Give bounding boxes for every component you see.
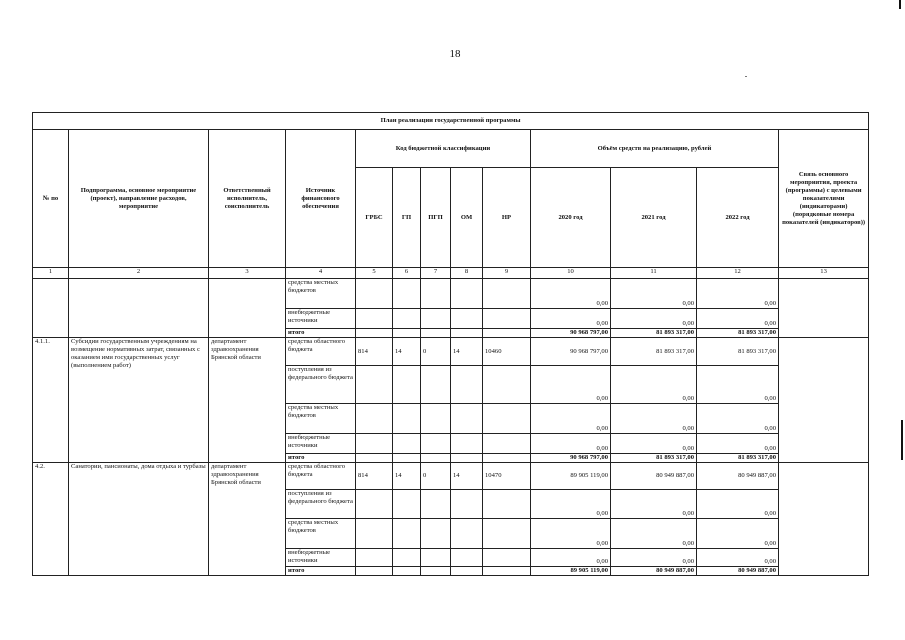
header-2021: 2021 год xyxy=(611,168,697,268)
header-om: ОМ xyxy=(451,168,483,268)
cell-2022: 0,00 xyxy=(697,279,779,309)
cell-gp: 14 xyxy=(393,338,421,366)
cell-2022: 0,00 xyxy=(697,434,779,454)
header-row xyxy=(33,130,869,168)
cell-source: итого xyxy=(286,567,356,576)
cell-item-executor: департамент здравоохранения Брянской области xyxy=(209,338,286,463)
cell-2021: 0,00 xyxy=(611,309,697,329)
column-number: 7 xyxy=(421,268,451,279)
cell-2021: 0,00 xyxy=(611,549,697,567)
cell-2021: 81 893 317,00 xyxy=(611,338,697,366)
page-number: 18 xyxy=(449,48,461,60)
cell-source: средства областного бюджета xyxy=(286,463,356,490)
cell-2021: 0,00 xyxy=(611,434,697,454)
cell-2022: 0,00 xyxy=(697,490,779,519)
cell-empty xyxy=(69,279,209,338)
cell-2020: 0,00 xyxy=(531,490,611,519)
cell-source: внебюджетные источники xyxy=(286,549,356,567)
cell-gp: 14 xyxy=(393,463,421,490)
scan-speck xyxy=(745,76,747,77)
cell-source: средства местных бюджетов xyxy=(286,519,356,549)
column-number: 9 xyxy=(483,268,531,279)
header-executor: Ответственный исполнитель, соисполнитель xyxy=(209,130,286,268)
header-np: НР xyxy=(483,168,531,268)
cell-2020: 0,00 xyxy=(531,309,611,329)
header-2020: 2020 год xyxy=(531,168,611,268)
cell-grbs: 814 xyxy=(356,463,393,490)
cell-2020: 0,00 xyxy=(531,434,611,454)
cell-2021: 81 893 317,00 xyxy=(611,329,697,338)
header-indicator-link: Связь основного мероприятия, проекта (программы) с целевыми показателями (индикаторами) (порядковые номера показателей (индикаторов)) xyxy=(779,130,869,268)
header-budget-codes: Код бюджетной классификации xyxy=(356,130,531,168)
table-title-row xyxy=(33,113,869,130)
cell-source: итого xyxy=(286,329,356,338)
cell-2021: 0,00 xyxy=(611,490,697,519)
cell-2021: 0,00 xyxy=(611,519,697,549)
column-number: 12 xyxy=(697,268,779,279)
header-num: № по xyxy=(33,130,69,268)
cell-om: 14 xyxy=(451,463,483,490)
column-number-row xyxy=(33,268,869,279)
column-number: 11 xyxy=(611,268,697,279)
header-pgp: ПГП xyxy=(421,168,451,268)
column-number: 5 xyxy=(356,268,393,279)
cell-2021: 81 893 317,00 xyxy=(611,454,697,463)
cell-2022: 0,00 xyxy=(697,309,779,329)
cell-empty xyxy=(33,279,69,338)
cell-item-name: Санатории, пансионаты, дома отдыха и турбазы xyxy=(69,463,209,576)
cell-2022: 81 893 317,00 xyxy=(697,338,779,366)
cell-2021: 0,00 xyxy=(611,366,697,404)
cell-grbs: 814 xyxy=(356,338,393,366)
program-plan-table xyxy=(32,112,869,576)
table-row xyxy=(33,279,869,309)
table-row xyxy=(33,463,869,490)
cell-source: поступления из федерального бюджета xyxy=(286,366,356,404)
cell-empty xyxy=(779,279,869,338)
cell-2021: 0,00 xyxy=(611,404,697,434)
cell-2020: 90 968 797,00 xyxy=(531,329,611,338)
cell-2020: 0,00 xyxy=(531,279,611,309)
cell-source: средства местных бюджетов xyxy=(286,279,356,309)
cell-np: 10460 xyxy=(483,338,531,366)
cell-empty xyxy=(779,463,869,576)
column-number: 10 xyxy=(531,268,611,279)
cell-item-number: 4.1.1. xyxy=(33,338,69,463)
header-2022: 2022 год xyxy=(697,168,779,268)
column-number: 2 xyxy=(69,268,209,279)
cell-source: средства областного бюджета xyxy=(286,338,356,366)
cell-item-executor: департамент здравоохранения Брянской области xyxy=(209,463,286,576)
column-number: 8 xyxy=(451,268,483,279)
cell-item-number: 4.2. xyxy=(33,463,69,576)
cell-empty xyxy=(209,279,286,338)
cell-empty xyxy=(779,338,869,463)
table-row xyxy=(33,338,869,366)
cell-source: поступления из федерального бюджета xyxy=(286,490,356,519)
cell-2020: 90 968 797,00 xyxy=(531,454,611,463)
cell-source: внебюджетные источники xyxy=(286,434,356,454)
scan-edge-mark xyxy=(901,420,903,460)
cell-2020: 90 968 797,00 xyxy=(531,338,611,366)
cell-om: 14 xyxy=(451,338,483,366)
column-number: 3 xyxy=(209,268,286,279)
header-grbs: ГРБС xyxy=(356,168,393,268)
column-number: 4 xyxy=(286,268,356,279)
column-number: 1 xyxy=(33,268,69,279)
cell-pgp: 0 xyxy=(421,463,451,490)
cell-2020: 0,00 xyxy=(531,549,611,567)
cell-2020: 89 905 119,00 xyxy=(531,463,611,490)
cell-2020: 0,00 xyxy=(531,519,611,549)
column-number: 6 xyxy=(393,268,421,279)
cell-2020: 0,00 xyxy=(531,404,611,434)
cell-2020: 89 905 119,00 xyxy=(531,567,611,576)
scan-edge-mark xyxy=(899,0,901,9)
cell-2021: 0,00 xyxy=(611,279,697,309)
cell-2022: 0,00 xyxy=(697,404,779,434)
cell-pgp: 0 xyxy=(421,338,451,366)
cell-source: средства местных бюджетов xyxy=(286,404,356,434)
cell-2022: 81 893 317,00 xyxy=(697,329,779,338)
header-activity: Подпрограмма, основное мероприятие (проект), направление расходов, мероприятие xyxy=(69,130,209,268)
cell-np: 10470 xyxy=(483,463,531,490)
column-number: 13 xyxy=(779,268,869,279)
header-source: Источник финансового обеспечения xyxy=(286,130,356,268)
cell-2021: 80 949 887,00 xyxy=(611,463,697,490)
cell-2022: 81 893 317,00 xyxy=(697,454,779,463)
header-funding-volume: Объём средств на реализацию, рублей xyxy=(531,130,779,168)
cell-2022: 80 949 887,00 xyxy=(697,567,779,576)
cell-source: внебюджетные источники xyxy=(286,309,356,329)
cell-2022: 0,00 xyxy=(697,366,779,404)
table-title: План реализации государственной программы xyxy=(33,113,869,130)
cell-2021: 80 949 887,00 xyxy=(611,567,697,576)
cell-2020: 0,00 xyxy=(531,366,611,404)
cell-2022: 80 949 887,00 xyxy=(697,463,779,490)
cell-source: итого xyxy=(286,454,356,463)
cell-2022: 0,00 xyxy=(697,549,779,567)
cell-item-name: Субсидии государственным учреждениям на возмещение нормативных затрат, связанных с оказанием ими государственных услуг (выполнением работ) xyxy=(69,338,209,463)
header-gp: ГП xyxy=(393,168,421,268)
cell-2022: 0,00 xyxy=(697,519,779,549)
